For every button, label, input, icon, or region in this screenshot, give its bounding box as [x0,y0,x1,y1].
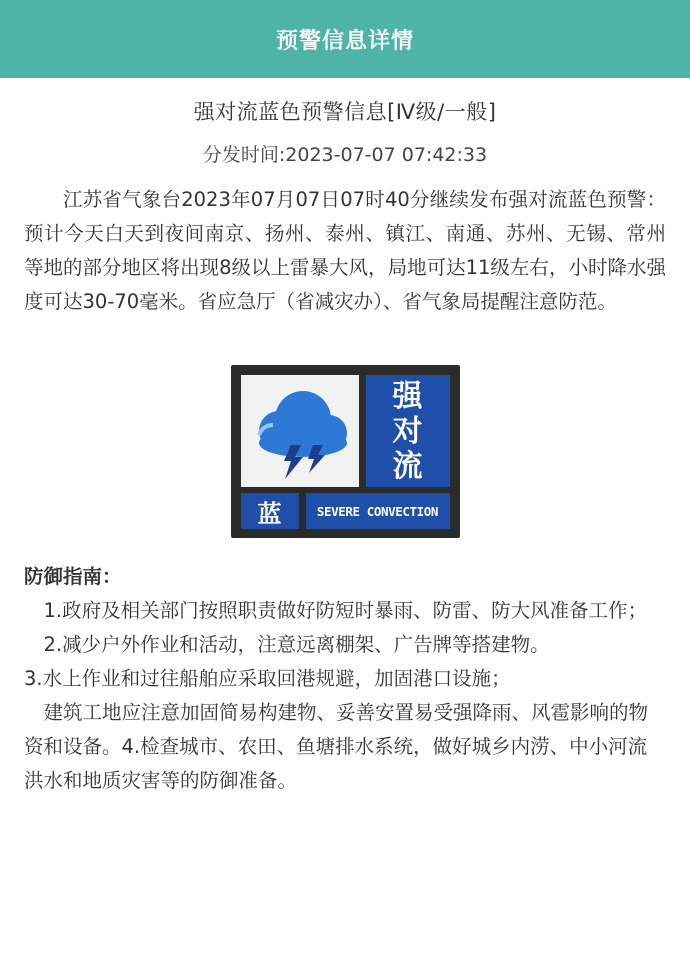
guide-item-2: 2.减少户外作业和活动，注意远离棚架、广告牌等搭建物。 [43,633,550,656]
defense-guide [24,560,666,798]
issue-time: 分发时间:2023-07-07 07:42:33 [202,144,488,166]
warning-icon-wrap [0,365,690,538]
alert-body: 江苏省气象台2023年07月07日07时40分继续发布强对流蓝色预警：预计今天白天到夜间南京、扬州、泰州、镇江、南通、苏州、无锡、常州等地的部分地区将出现8级以上雷暴大风，局地可达11级左右，小时降水强度可达30-70毫米。省应急厅（省减灾办）、省气象局提醒注意防范。 [24,188,666,313]
severe-convection-blue-warning-icon [231,365,460,538]
warning-english-label: SEVERE CONVECTION [306,493,450,529]
page-title: 预警信息详情 [275,28,414,54]
type-char-2: 对 [392,413,423,449]
type-char-1: 强 [392,378,423,414]
guide-item-4: 建筑工地应注意加固简易构建物、妥善安置易受强降雨、风雹影响的物资和设备。4.检查城市、农田、鱼塘排水系统，做好城乡内涝、中小河流洪水和地质灾害等的防御准备。 [24,701,649,792]
alert-title: 强对流蓝色预警信息[Ⅳ级/一般] [193,100,497,124]
warning-type-panel [366,375,450,487]
guide-item-3: 3.水上作业和过往船舶应采取回港规避，加固港口设施； [24,667,511,690]
cloud-panel [241,375,359,487]
type-char-3: 流 [392,448,423,484]
guide-heading: 防御指南： [24,565,122,588]
guide-item-1: 1.政府及相关部门按照职责做好防短时暴雨、防雷、防大风准备工作； [43,599,648,622]
header-bar [0,0,690,78]
warning-level-label: 蓝 [241,493,299,529]
thunderstorm-cloud-icon [241,375,359,487]
